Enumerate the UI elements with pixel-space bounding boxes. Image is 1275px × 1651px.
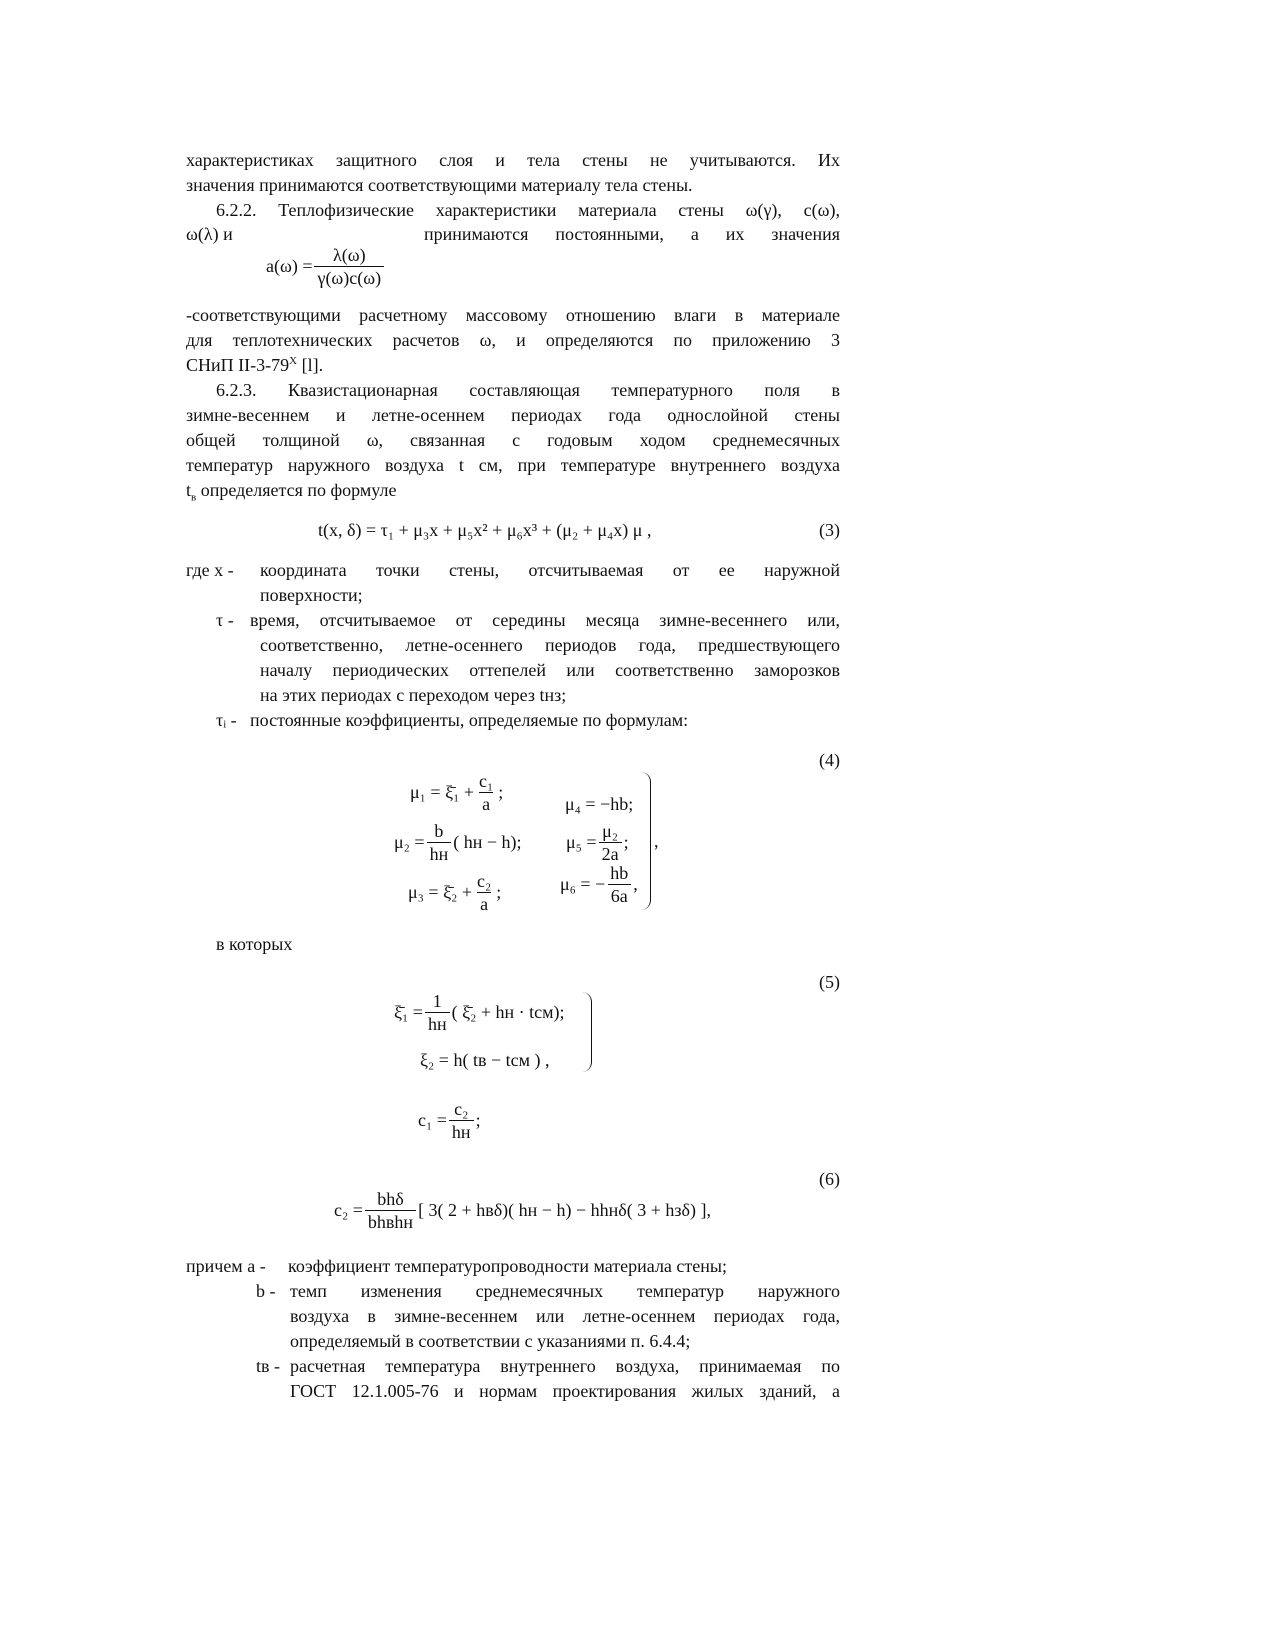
para2-line4: для теплотехнических расчетов ω, и определяются по приложению 3 [186, 330, 840, 350]
eq4-mu6-den: 6a [608, 884, 631, 907]
def-a-text: коэффициент температуропроводности материала стены; [288, 1256, 727, 1276]
eq6-c2-num: bhδ [377, 1189, 404, 1209]
para2-line2-right: принимаются постоянными, а их значения [424, 224, 840, 244]
para2-line5 [186, 353, 840, 379]
where-x-prefix: где x - [186, 560, 234, 580]
equation-3: t(x, δ) = τ₁ + μ₃x + μ₅x² + μ₆x³ + (μ₂ + μ₄x) μ , [318, 520, 652, 540]
def-a-prefix: причем a - [186, 1256, 266, 1276]
eq4-mu1-den: a [479, 792, 493, 815]
eq4-mu1-lhs: μ₁ = ξ̄₁ + [410, 781, 475, 802]
eq6-c2-lhs: c₂ = [334, 1199, 363, 1220]
para3-line4: температур наружного воздуха t см, при температуре внутреннего воздуха [186, 455, 840, 475]
equation-5-tag: (5) [819, 972, 840, 992]
para2-line2-left: ω(λ) и [186, 224, 233, 244]
snip-reference: СНиП II-3-79 [186, 355, 290, 375]
eq6-c2-frac [365, 1188, 416, 1233]
eq4-mu6-num: hb [610, 863, 629, 883]
def-b-label: b - [256, 1281, 276, 1301]
eq4-right-brace [640, 772, 651, 910]
eq4-mu1-end: ; [498, 781, 504, 802]
formula-denominator: γ(ω)c(ω) [314, 266, 384, 289]
eq4-mu5-frac [599, 820, 622, 865]
eq4-mu3-lhs: μ₃ = ξ̄₂ + [408, 881, 473, 902]
para3-line1: 6.2.3. Квазистационарная составляющая температурного поля в [216, 380, 840, 400]
eq5-c1-end: ; [475, 1109, 481, 1130]
eq4-mu5-end: ; [623, 831, 629, 852]
eq4-mu5-num: μ₂ [602, 821, 619, 841]
eq4-mu2-num: b [434, 821, 444, 841]
para3-line2: зимне-весеннем и летне-осеннем периодах года однослойной стены [186, 405, 840, 425]
formula-fraction [314, 244, 384, 289]
eq5-c1 [418, 1098, 481, 1143]
eq5-c1-den: hн [449, 1120, 474, 1143]
eq4-mu1-frac [476, 770, 496, 815]
eq5-xi1-frac [425, 990, 450, 1035]
where-tau-label: τ - [216, 610, 234, 630]
eq5-right-brace [582, 992, 592, 1072]
where-taui-text: постоянные коэффициенты, определяемые по формулам: [250, 710, 689, 730]
where-taui-label: τᵢ - [216, 710, 237, 730]
def-tv-label: tв - [256, 1356, 280, 1376]
formula-lhs: a(ω) = [266, 255, 313, 276]
eq4-mu2-den: hн [427, 842, 452, 865]
where-x-line1: координата точки стены, отсчитываемая от ее наружной [260, 560, 840, 580]
eq5-xi1-end: ( ξ̄₂ + hн · tсм); [451, 1001, 565, 1022]
eq4-mu2-lhs: μ₂ = [394, 831, 425, 852]
eq5-xi1-num: 1 [432, 991, 442, 1011]
in-which-text: в которых [216, 934, 293, 954]
eq5-c1-lhs: c₁ = [418, 1109, 447, 1130]
eq5-xi1 [394, 990, 565, 1035]
eq4-trailing-comma: , [654, 831, 659, 851]
eq4-mu3-num: c₂ [477, 871, 492, 891]
eq4-mu3 [408, 870, 501, 915]
equation-3-tag: (3) [819, 520, 840, 540]
def-b-line2: воздуха в зимне-весеннем или летне-осеннем периодах года, [290, 1306, 840, 1326]
eq4-mu2 [394, 820, 522, 865]
eq4-mu1 [410, 770, 503, 815]
eq4-mu6-frac [607, 862, 631, 907]
eq6-c2 [334, 1188, 711, 1233]
def-b-line3: определяемый в соответствии с указаниями п. 6.4.4; [290, 1331, 691, 1351]
eq5-xi2: ξ₂ = h( tв − tсм ) , [420, 1050, 550, 1070]
eq4-mu5-den: 2a [599, 842, 622, 865]
t-symbol: t [186, 480, 192, 500]
eq4-mu5 [566, 820, 629, 865]
eq5-c1-frac [449, 1098, 474, 1143]
eq5-xi1-lhs: ξ̄₁ = [394, 1001, 423, 1022]
eq4-mu5-lhs: μ₅ = [566, 831, 597, 852]
where-tau-line1: время, отсчитываемое от середины месяца зимне-весеннего или, [250, 610, 840, 630]
equation-6-tag: (6) [819, 1169, 840, 1189]
para3-line5-text: определяется по формуле [196, 480, 397, 500]
eq4-mu4: μ₄ = −hb; [565, 794, 634, 814]
where-x-line2: поверхности; [260, 585, 363, 605]
eq5-c1-num: c₂ [454, 1099, 469, 1119]
formula-numerator: λ(ω) [333, 245, 366, 265]
eq5-xi1-den: hн [425, 1012, 450, 1035]
eq4-mu6-end: , [633, 873, 638, 894]
formula-thermal-diffusivity [266, 244, 386, 289]
def-b-line1: темп изменения среднемесячных температур наружного [290, 1281, 840, 1301]
eq4-mu3-frac [474, 870, 494, 915]
para1-line1: характеристиках защитного слоя и тела стены не учитываются. Их [186, 150, 840, 170]
eq6-c2-den: bhвhн [365, 1210, 416, 1233]
snip-superscript: X [289, 355, 298, 367]
eq4-mu3-den: a [477, 892, 491, 915]
eq4-mu6 [560, 862, 638, 907]
eq4-mu2-frac [427, 820, 452, 865]
eq4-mu3-end: ; [496, 881, 502, 902]
snip-citation: [l]. [297, 355, 324, 375]
t-subscript: в [191, 491, 197, 504]
where-tau-line3: началу периодических оттепелей или соответственно заморозков [260, 660, 840, 680]
para2-line1: 6.2.2. Теплофизические характеристики материала стены ω(γ), c(ω), [216, 200, 840, 220]
para1-line2: значения принимаются соответствующими материалу тела стены. [186, 175, 693, 195]
eq4-mu2-end: ( hн − h); [453, 831, 522, 852]
para3-line5 [186, 478, 840, 504]
def-tv-line1: расчетная температура внутреннего воздуха, принимаемая по [290, 1356, 840, 1376]
para3-line3: общей толщиной ω, связанная с годовым ходом среднемесячных [186, 430, 840, 450]
def-tv-line2: ГОСТ 12.1.005-76 и нормам проектирования жилых зданий, а [290, 1381, 840, 1401]
where-tau-line2: соответственно, летне-осеннего периодов года, предшествующего [260, 635, 840, 655]
para2-line3: -соответствующими расчетному массовому отношению влаги в материале [186, 305, 840, 325]
equation-4-tag: (4) [819, 750, 840, 770]
eq4-mu6-lhs: μ₆ = − [560, 873, 606, 894]
eq4-mu1-num: c₁ [479, 771, 494, 791]
where-tau-line4: на этих периодах с переходом через tнз; [260, 685, 567, 705]
eq6-c2-end: [ 3( 2 + hвδ)( hн − h) − hhнδ( 3 + hзδ) ], [418, 1199, 711, 1220]
